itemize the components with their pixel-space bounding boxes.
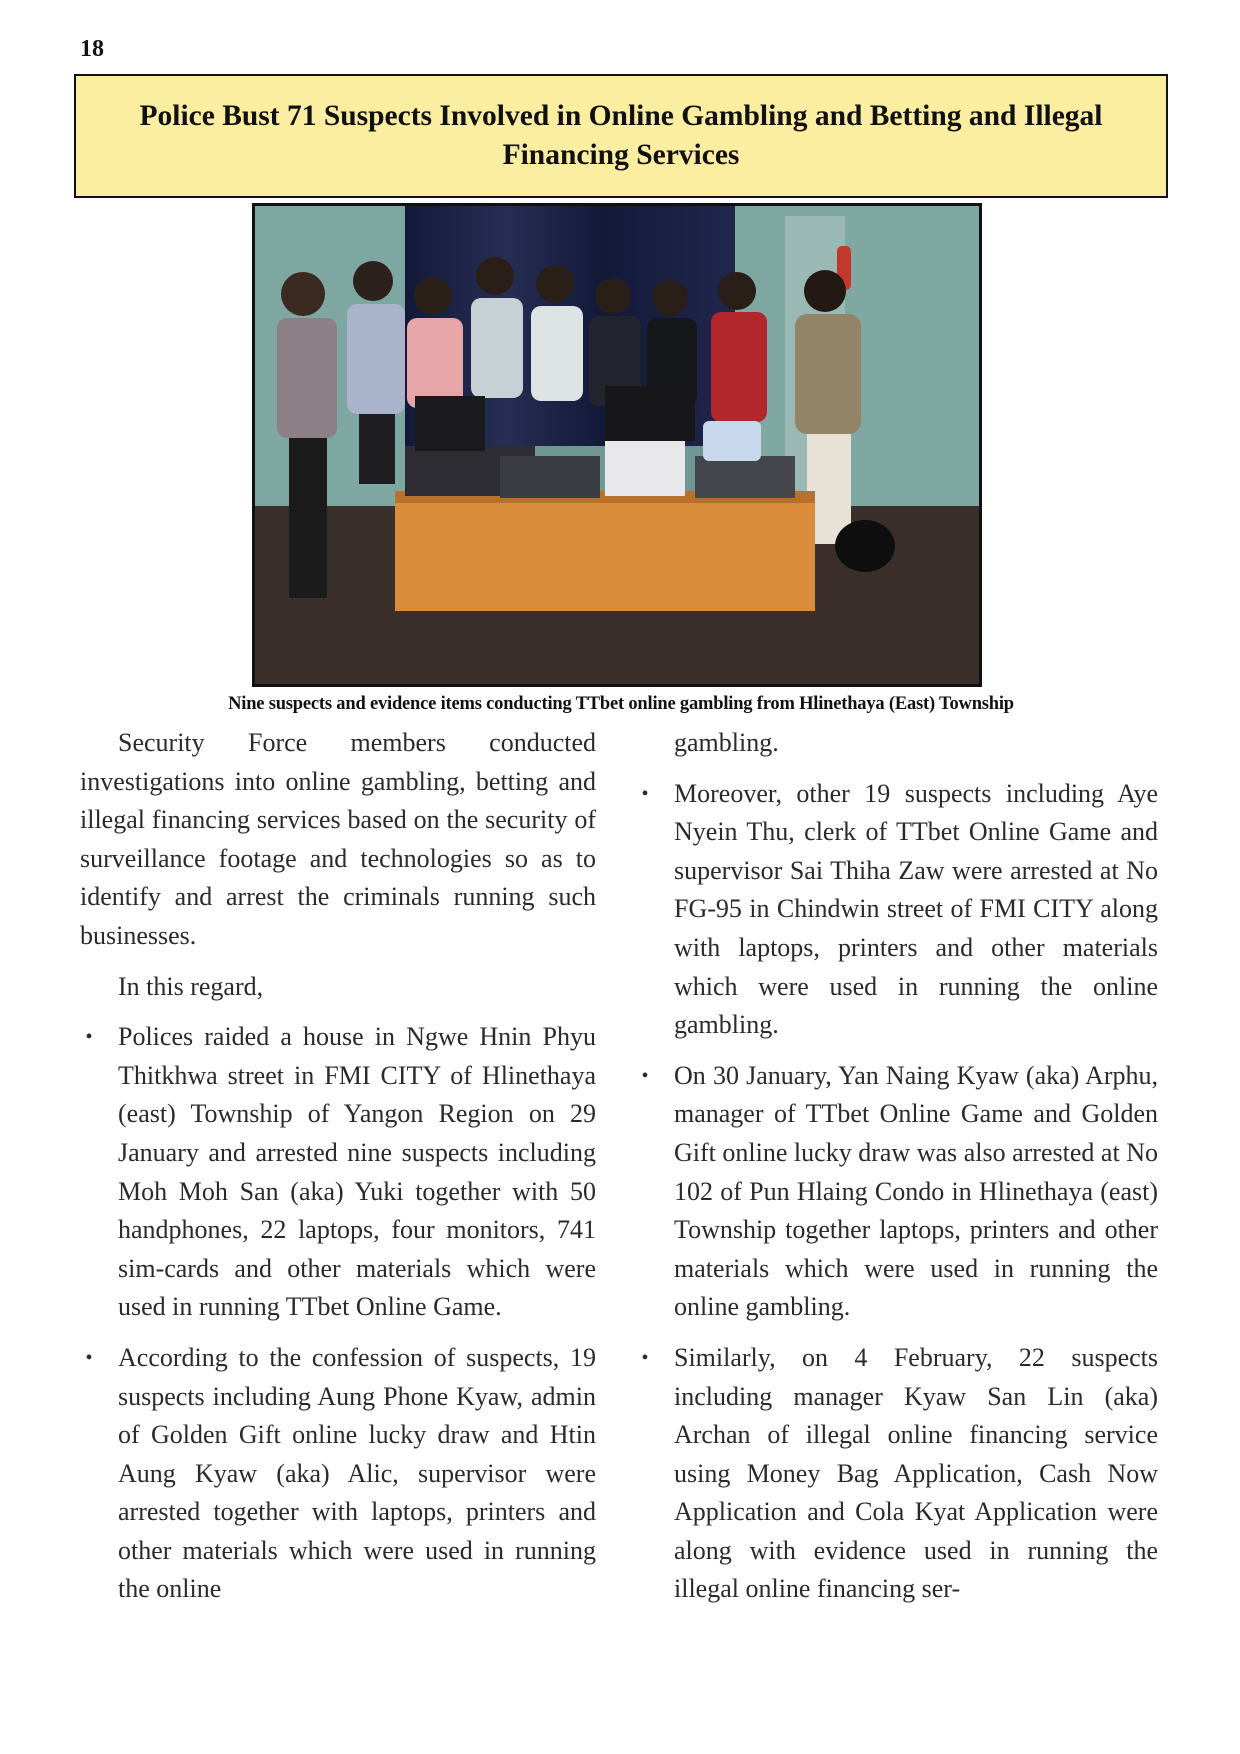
- bullet-text: According to the confession of suspects, 19 suspects including Aung Phone Kyaw, admin of Golden Gift online lucky draw and Htin Aung Kyaw (aka) Alic, supervisor were arrested together with laptops, printers and other materials which were used in running the online: [118, 1342, 596, 1604]
- list-item: [636, 1339, 1158, 1609]
- bullet-text: On 30 January, Yan Naing Kyaw (aka) Arphu, manager of TTbet Online Game and Golden Gift online lucky draw was also arrested at No 102 of Pun Hlaing Condo in Hlinethaya (east) Township together laptops, printers and other materials which were used in running the online gambling.: [674, 1060, 1158, 1322]
- article-photo: [252, 203, 982, 687]
- article-title: Police Bust 71 Suspects Involved in Online Gambling and Betting and Illegal Financing Services: [139, 100, 1103, 171]
- page-number: 18: [80, 36, 104, 62]
- title-box: [74, 74, 1168, 198]
- bullet-text: Similarly, on 4 February, 22 suspects including manager Kyaw San Lin (aka) Archan of illegal online financing service using Money Bag Application, Cash Now Application and Cola Kyat Application were along with evidence used in running the illegal online financing ser-: [674, 1342, 1158, 1604]
- left-column: [80, 724, 596, 1621]
- continuation-text: gambling.: [674, 728, 779, 757]
- bullet-icon: •: [85, 1026, 93, 1049]
- bullet-icon: •: [641, 1064, 649, 1087]
- right-column: [636, 724, 1158, 1621]
- regard-paragraph: In this regard,: [118, 971, 264, 1001]
- list-item: [80, 1018, 596, 1327]
- photo-suspects-evidence-icon: [255, 206, 979, 684]
- bullet-text: Polices raided a house in Ngwe Hnin Phyu Thitkhwa street in FMI CITY of Hlinethaya (east) Township of Yangon Region on 29 January and arrested nine suspects including Moh Moh San (aka) Yuki together with 50 handphones, 22 laptops, four monitors, 741 sim-cards and other materials which were used in running TTbet Online Game.: [118, 1022, 596, 1322]
- list-item: [80, 1339, 596, 1609]
- bullet-icon: •: [641, 1346, 649, 1369]
- photo-caption: Nine suspects and evidence items conducting TTbet online gambling from Hlinethaya (East) Township: [228, 694, 1014, 714]
- bullet-text: Moreover, other 19 suspects including Aye Nyein Thu, clerk of TTbet Online Game and supervisor Sai Thiha Zaw were arrested at No FG-95 in Chindwin street of FMI CITY along with laptops, printers and other materials which were used in running the online gambling.: [674, 778, 1158, 1040]
- right-bullet-list: [636, 775, 1158, 1609]
- bullet-icon: •: [641, 782, 649, 805]
- left-bullet-list: [80, 1018, 596, 1609]
- list-item: [636, 775, 1158, 1045]
- bullet-icon: •: [85, 1346, 93, 1369]
- intro-paragraph: Security Force members conducted investigations into online gambling, betting and illegal financing services based on the security of surveillance footage and technologies so as to identify and arrest the criminals running such businesses.: [80, 728, 596, 950]
- list-item: [636, 1057, 1158, 1327]
